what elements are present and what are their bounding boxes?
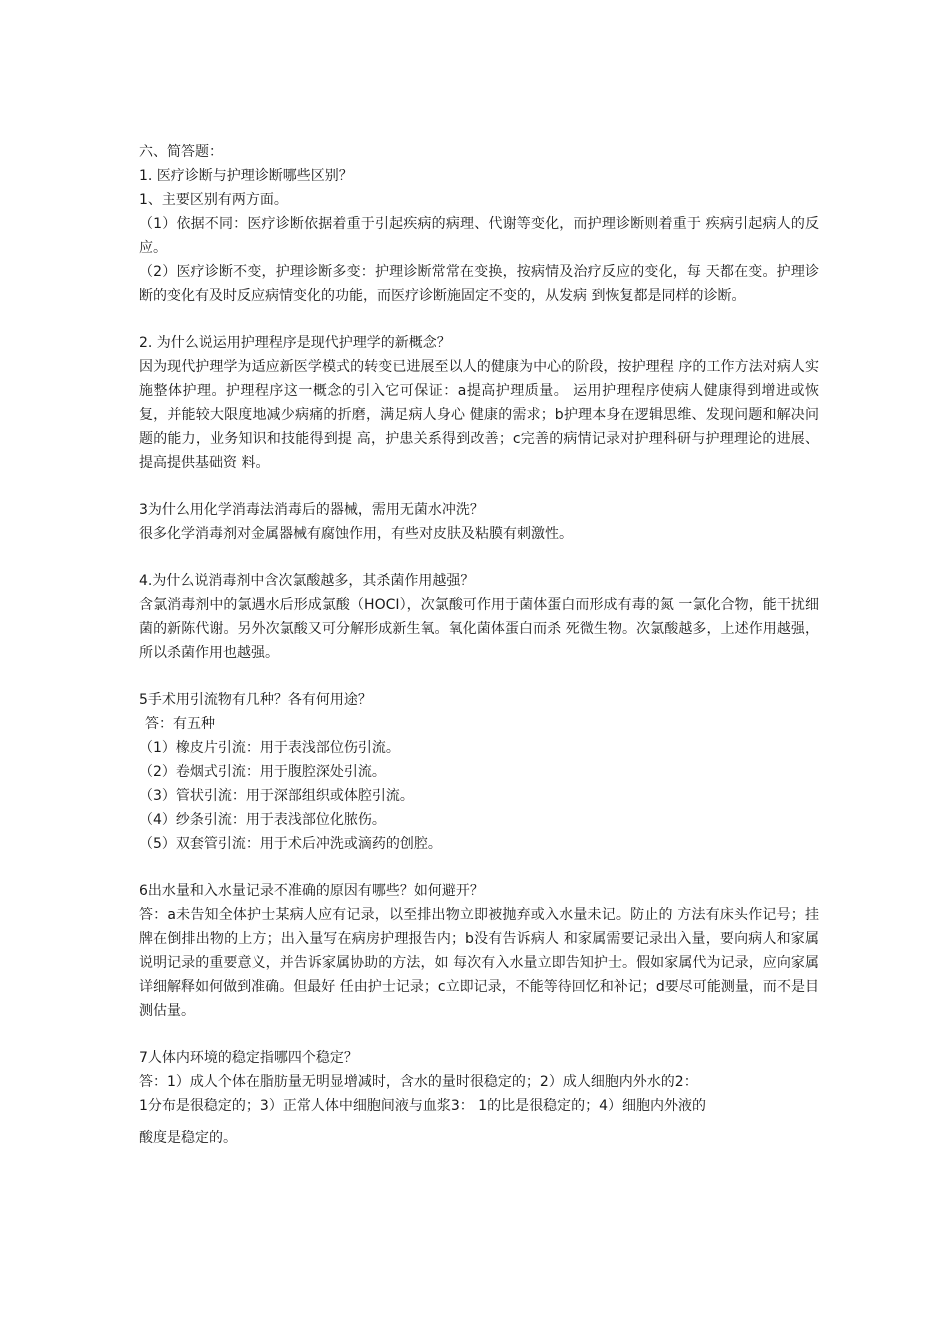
question-block-1 [139,164,819,308]
question-5: 5手术用引流物有几种？各有何用途？ [139,692,372,708]
answer-7-line: 酸度是稳定的。 [139,1130,237,1146]
answer-2: 因为现代护理学为适应新医学模式的转变已进展至以人的健康为中心的阶段，按护理程 序的工作方法对病人实施整体护理。护理程序这一概念的引入它可保证：a提高护理质量。 运用护理程序使病人健康得到增进或恢复，并能较大限度地减少病痛的折磨，满足病人身心 健康的需求；b护理本身在逻辑思维、发现问题和解决问题的能力，业务知识和技能得到提 高，护患关系得到改善；c完善的病情记录对护理科研与护理理论的进展、提高提供基础资 料。 [139,359,819,471]
question-block-2 [139,331,819,475]
question-block-6 [139,879,819,1023]
question-6: 6出水量和入水量记录不准确的原因有哪些？如何避开？ [139,883,484,899]
answer-7-line: 1分布是很稳定的；3）正常人体中细胞间液与血浆3： 1的比是很稳定的；4）细胞内外液的 [139,1098,706,1114]
answer-5-item: （4）纱条引流：用于表浅部位化脓伤。 [139,812,386,828]
question-1: 1. 医疗诊断与护理诊断哪些区别？ [139,168,353,184]
answer-5-item: （5）双套管引流：用于术后冲洗或滴药的创腔。 [139,836,442,852]
answer-6: 答：a未告知全体护士某病人应有记录，以至排出物立即被抛弃或入水量未记。防止的 方法有床头作记号；挂牌在倒排出物的上方；出入量写在病房护理报告内；b没有告诉病人 和家属需要记录出入量，要向病人和家属说明记录的重要意义，并告诉家属协助的方法，如 每次有入水量立即告知护士。假如家属代为记录，应向家属详细解释如何做到准确。但最好 任由护士记录；c立即记录，不能等待回忆和补记；d要尽可能测量，而不是目测估量。 [139,907,819,1019]
question-2: 2. 为什么说运用护理程序是现代护理学的新概念？ [139,335,451,351]
answer-1-point-2: （2）医疗诊断不变，护理诊断多变：护理诊断常常在变换，按病情及治疗反应的变化，每 天都在变。护理诊断的变化有及时反应病情变化的功能，而医疗诊断施固定不变的，从发病 到恢复都是同样的诊断。 [139,264,819,304]
answer-3: 很多化学消毒剂对金属器械有腐蚀作用，有些对皮肤及粘膜有刺激性。 [139,526,573,542]
question-7: 7人体内环境的稳定指哪四个稳定？ [139,1050,358,1066]
answer-5-intro: 答：有五种 [145,716,215,732]
question-block-3 [139,498,819,546]
question-block-7 [139,1046,819,1150]
answer-7-line: 答：1）成人个体在脂肪量无明显增减时，含水的量时很稳定的；2）成人细胞内外水的2： [139,1074,698,1090]
document-page [139,140,819,1150]
question-4: 4.为什么说消毒剂中含次氯酸越多，其杀菌作用越强？ [139,573,475,589]
answer-5-item: （3）管状引流：用于深部组织或体腔引流。 [139,788,414,804]
answer-5-item: （2）卷烟式引流：用于腹腔深处引流。 [139,764,386,780]
section-title: 六、简答题： [139,144,223,160]
answer-4: 含氯消毒剂中的氯遇水后形成氯酸（HOCI），次氯酸可作用于菌体蛋白而形成有毒的氮 一氯化合物，能干扰细菌的新陈代谢。另外次氯酸又可分解形成新生氧。氧化菌体蛋白而杀 死微生物。次氯酸越多，上述作用越强，所以杀菌作用也越强。 [139,597,819,661]
question-3: 3为什么用化学消毒法消毒后的器械，需用无菌水冲洗？ [139,502,484,518]
answer-1-intro: 1、主要区别有两方面。 [139,192,288,208]
answer-5-item: （1）橡皮片引流：用于表浅部位伤引流。 [139,740,400,756]
question-block-4 [139,569,819,665]
question-block-5 [139,688,819,856]
answer-1-point-1: （1）依据不同：医疗诊断依据着重于引起疾病的病理、代谢等变化，而护理诊断则着重于 疾病引起病人的反应。 [139,216,819,256]
